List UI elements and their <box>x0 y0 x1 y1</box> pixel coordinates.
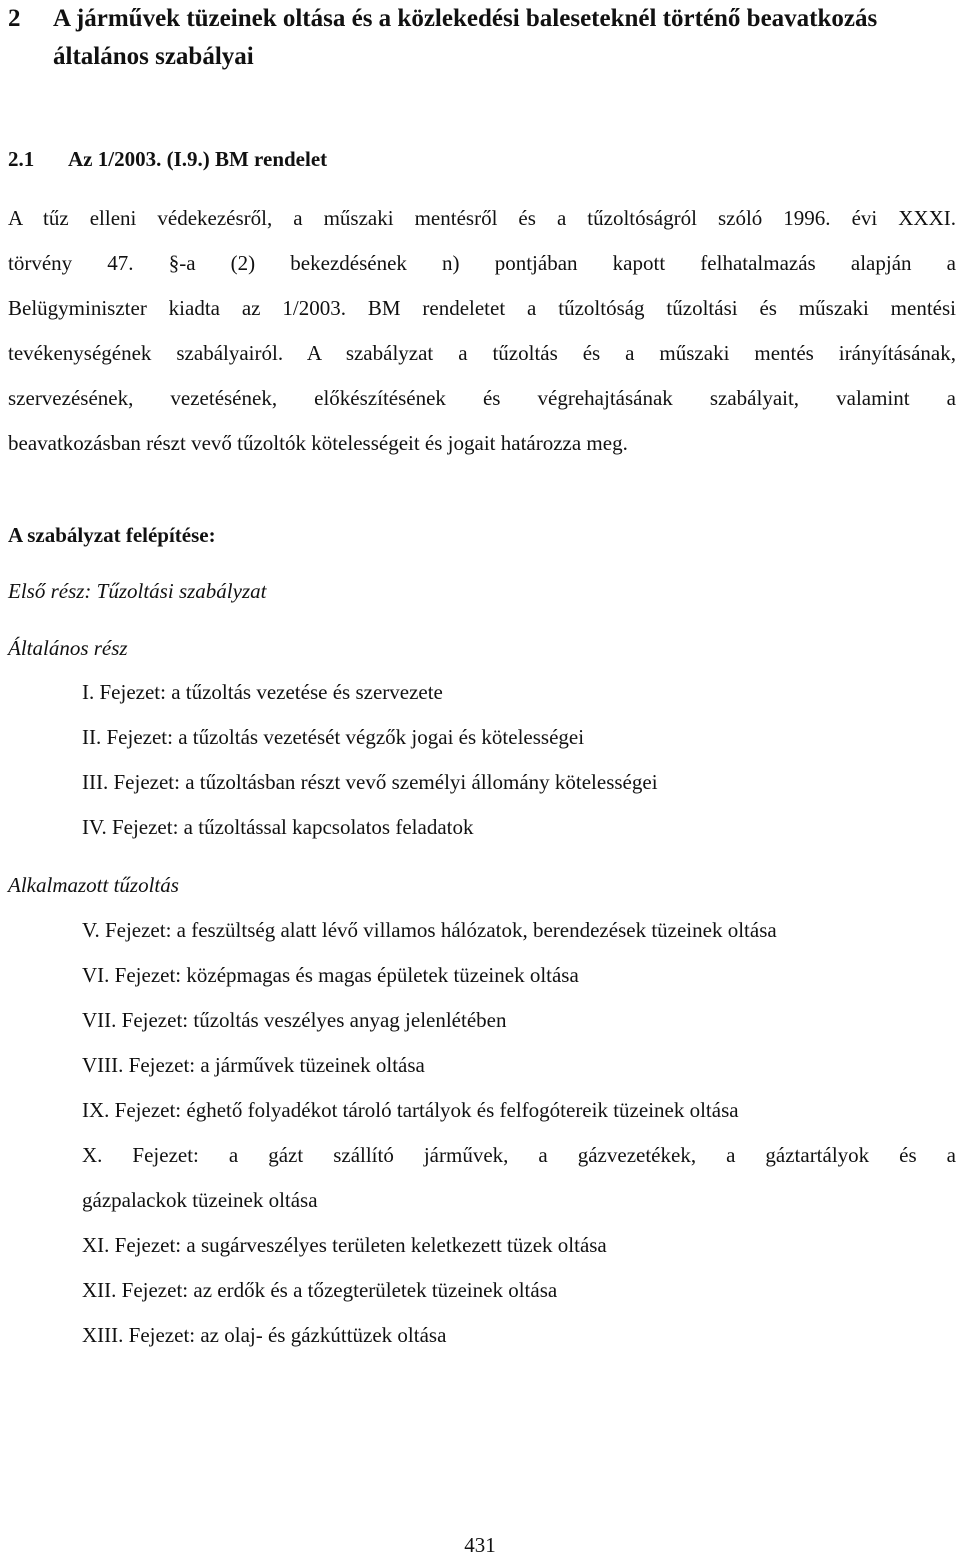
list-item: XIII. Fejezet: az olaj- és gázkúttüzek oltása <box>82 1323 447 1347</box>
paragraph-line: szervezésének, vezetésének, előkészítésének és végrehajtásának szabályait, valamint a <box>8 386 956 410</box>
applied-chapter-list <box>82 908 956 1358</box>
list-item: III. Fejezet: a tűzoltásban részt vevő személyi állomány kötelességei <box>82 770 658 794</box>
list-item: II. Fejezet: a tűzoltás vezetését végzők jogai és kötelességei <box>82 725 585 749</box>
general-chapter-list <box>82 670 956 850</box>
list-item-line: gázpalackok tüzeinek oltása <box>82 1188 318 1212</box>
applied-part-label: Alkalmazott tűzoltás <box>8 873 179 897</box>
paragraph-line: A tűz elleni védekezésről, a műszaki mentésről és a tűzoltóságról szóló 1996. évi XXXI. <box>8 206 956 230</box>
chapter-title: A járművek tüzeinek oltása és a közlekedési baleseteknél történő beavatkozás általános szabályai <box>53 5 878 70</box>
chapter-heading <box>8 0 958 76</box>
paragraph-line: tevékenységének szabályairól. A szabályzat a tűzoltás és a műszaki mentés irányításának, <box>8 341 956 365</box>
intro-paragraph <box>8 196 956 466</box>
general-part-label: Általános rész <box>8 636 128 660</box>
list-item: XI. Fejezet: a sugárveszélyes területen keletkezett tüzek oltása <box>82 1233 607 1257</box>
paragraph-line: Belügyminiszter kiadta az 1/2003. BM rendeletet a tűzoltóság tűzoltási és műszaki mentési <box>8 296 956 320</box>
chapter-number: 2 <box>8 5 21 32</box>
list-item: V. Fejezet: a feszültség alatt lévő villamos hálózatok, berendezések tüzeinek oltása <box>82 918 777 942</box>
list-item: VIII. Fejezet: a járművek tüzeinek oltása <box>82 1053 425 1077</box>
paragraph-line: törvény 47. §-a (2) bekezdésének n) pontjában kapott felhatalmazás alapján a <box>8 251 956 275</box>
page-number: 431 <box>464 1533 496 1557</box>
list-item: VII. Fejezet: tűzoltás veszélyes anyag jelenlétében <box>82 1008 507 1032</box>
list-item: I. Fejezet: a tűzoltás vezetése és szervezete <box>82 680 443 704</box>
list-item: VI. Fejezet: középmagas és magas épületek tüzeinek oltása <box>82 963 579 987</box>
part-heading: Első rész: Tűzoltási szabályzat <box>8 579 267 603</box>
list-item: IX. Fejezet: éghető folyadékot tároló tartályok és felfogótereik tüzeinek oltása <box>82 1098 739 1122</box>
list-item: IV. Fejezet: a tűzoltással kapcsolatos feladatok <box>82 815 474 839</box>
section-title: Az 1/2003. (I.9.) BM rendelet <box>68 147 328 171</box>
section-heading <box>8 144 327 174</box>
structure-heading: A szabályzat felépítése: <box>8 523 216 547</box>
paragraph-line: beavatkozásban részt vevő tűzoltók kötelességeit és jogait határozza meg. <box>8 431 628 455</box>
list-item-line: X. Fejezet: a gázt szállító járművek, a gázvezetékek, a gáztartályok és a <box>82 1143 956 1167</box>
section-number: 2.1 <box>8 147 35 171</box>
list-item <box>82 1133 956 1223</box>
list-item: XII. Fejezet: az erdők és a tőzegterületek tüzeinek oltása <box>82 1278 558 1302</box>
